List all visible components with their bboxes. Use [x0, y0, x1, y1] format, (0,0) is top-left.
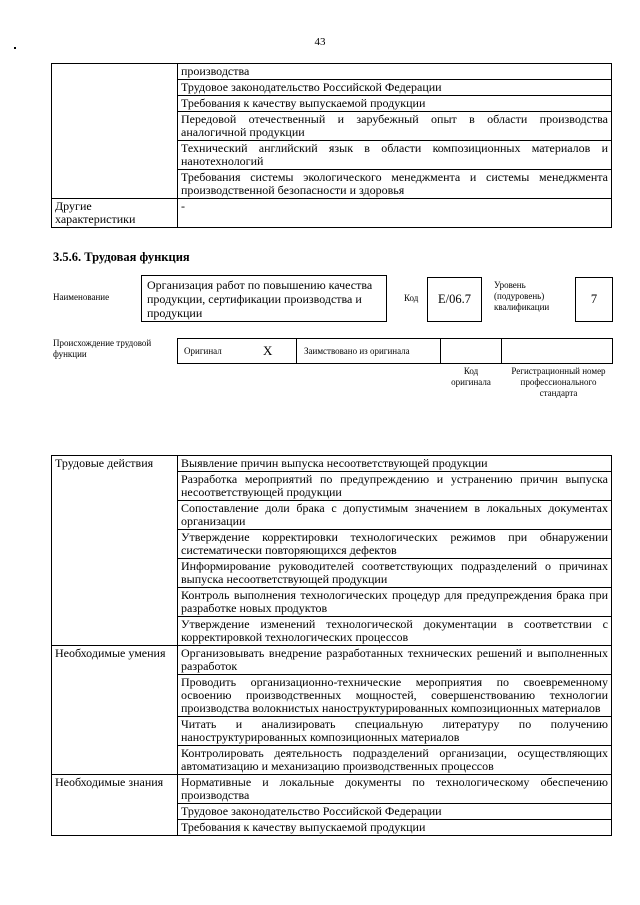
labor-action-item: Утверждение корректировки технологических режимов при обнаружении систематически повторяющихся дефектов — [178, 530, 612, 559]
name-label: Наименование — [53, 292, 110, 302]
level-value: 7 — [590, 292, 598, 306]
labor-action-item: Разработка мероприятий по предупреждению и устранению причин выпуска несоответствующей продукции — [178, 472, 612, 501]
top-table-empty-cell — [52, 64, 178, 199]
required-knowledge-label: Необходимые знания — [52, 775, 178, 836]
function-name-value: Организация работ по повышению качества продукции, сертификации производства и продукции — [147, 278, 373, 320]
top-table-row: Технический английский язык в области композиционных материалов и нанотехнологий — [178, 141, 612, 170]
labor-action-item: Выявление причин выпуска несоответствующей продукции — [178, 456, 612, 472]
borrowed-label: Заимствовано из оригинала — [304, 346, 410, 356]
original-label: Оригинал — [184, 346, 222, 356]
knowledge-item: Требования к качеству выпускаемой продукции — [178, 820, 612, 836]
code-value: E/06.7 — [438, 292, 471, 306]
skill-item: Проводить организационно-технические мероприятия по своевременному освоению производственных мощностей, совершенствованию технологии производства волокнистых наноструктурированных композиционных материалов — [178, 675, 612, 717]
other-characteristics-value: - — [178, 199, 612, 228]
level-label: Уровень (подуровень) квалификации — [494, 280, 550, 312]
skill-item: Контролировать деятельность подразделений организации, осуществляющих автоматизацию и механизацию производственных процессов — [178, 746, 612, 775]
registration-number-caption: Регистрационный номер профессионального стандарта — [511, 366, 606, 398]
top-table-row: Требования системы экологического менеджмента и системы менеджмента производственной безопасности и здоровья — [178, 170, 612, 199]
origin-divider — [501, 338, 502, 364]
top-table — [51, 63, 612, 228]
scan-speck — [14, 47, 16, 49]
code-label: Код — [404, 293, 419, 303]
knowledge-item: Нормативные и локальные документы по технологическому обеспечению производства — [178, 775, 612, 804]
labor-action-item: Информирование руководителей соответствующих подразделений о причинах выпуска несоответствующей продукции — [178, 559, 612, 588]
skill-item: Организовывать внедрение разработанных технических решений и выполненных разработок — [178, 646, 612, 675]
labor-action-item: Контроль выполнения технологических процедур для предупреждения брака при разработке новых продуктов — [178, 588, 612, 617]
origin-divider — [440, 338, 441, 364]
top-table-row: Требования к качеству выпускаемой продукции — [178, 96, 612, 112]
original-mark: X — [263, 343, 273, 358]
required-skills-label: Необходимые умения — [52, 646, 178, 775]
labor-actions-label: Трудовые действия — [52, 456, 178, 646]
labor-action-item: Утверждение изменений технологической документации в соответствии с корректировкой технологических процессов — [178, 617, 612, 646]
top-table-row: производства — [178, 64, 612, 80]
function-name-box — [141, 275, 387, 322]
skill-item: Читать и анализировать специальную литературу по получению наноструктурированных композиционных материалов — [178, 717, 612, 746]
origin-label: Происхождение трудовой функции — [53, 338, 152, 359]
code-box — [427, 277, 482, 322]
section-heading: 3.5.6. Трудовая функция — [53, 250, 190, 264]
main-table — [51, 455, 612, 836]
top-table-row: Передовой отечественный и зарубежный опыт в области производства аналогичной продукции — [178, 112, 612, 141]
page-number: 43 — [314, 36, 326, 48]
other-characteristics-label: Другие характеристики — [52, 199, 178, 228]
knowledge-item: Трудовое законодательство Российской Федерации — [178, 804, 612, 820]
level-box — [575, 277, 613, 322]
top-table-row: Трудовое законодательство Российской Федерации — [178, 80, 612, 96]
code-original-caption: Код оригинала — [451, 366, 491, 387]
origin-divider — [296, 338, 297, 364]
labor-action-item: Сопоставление доли брака с допустимым значением в локальных документах организации — [178, 501, 612, 530]
